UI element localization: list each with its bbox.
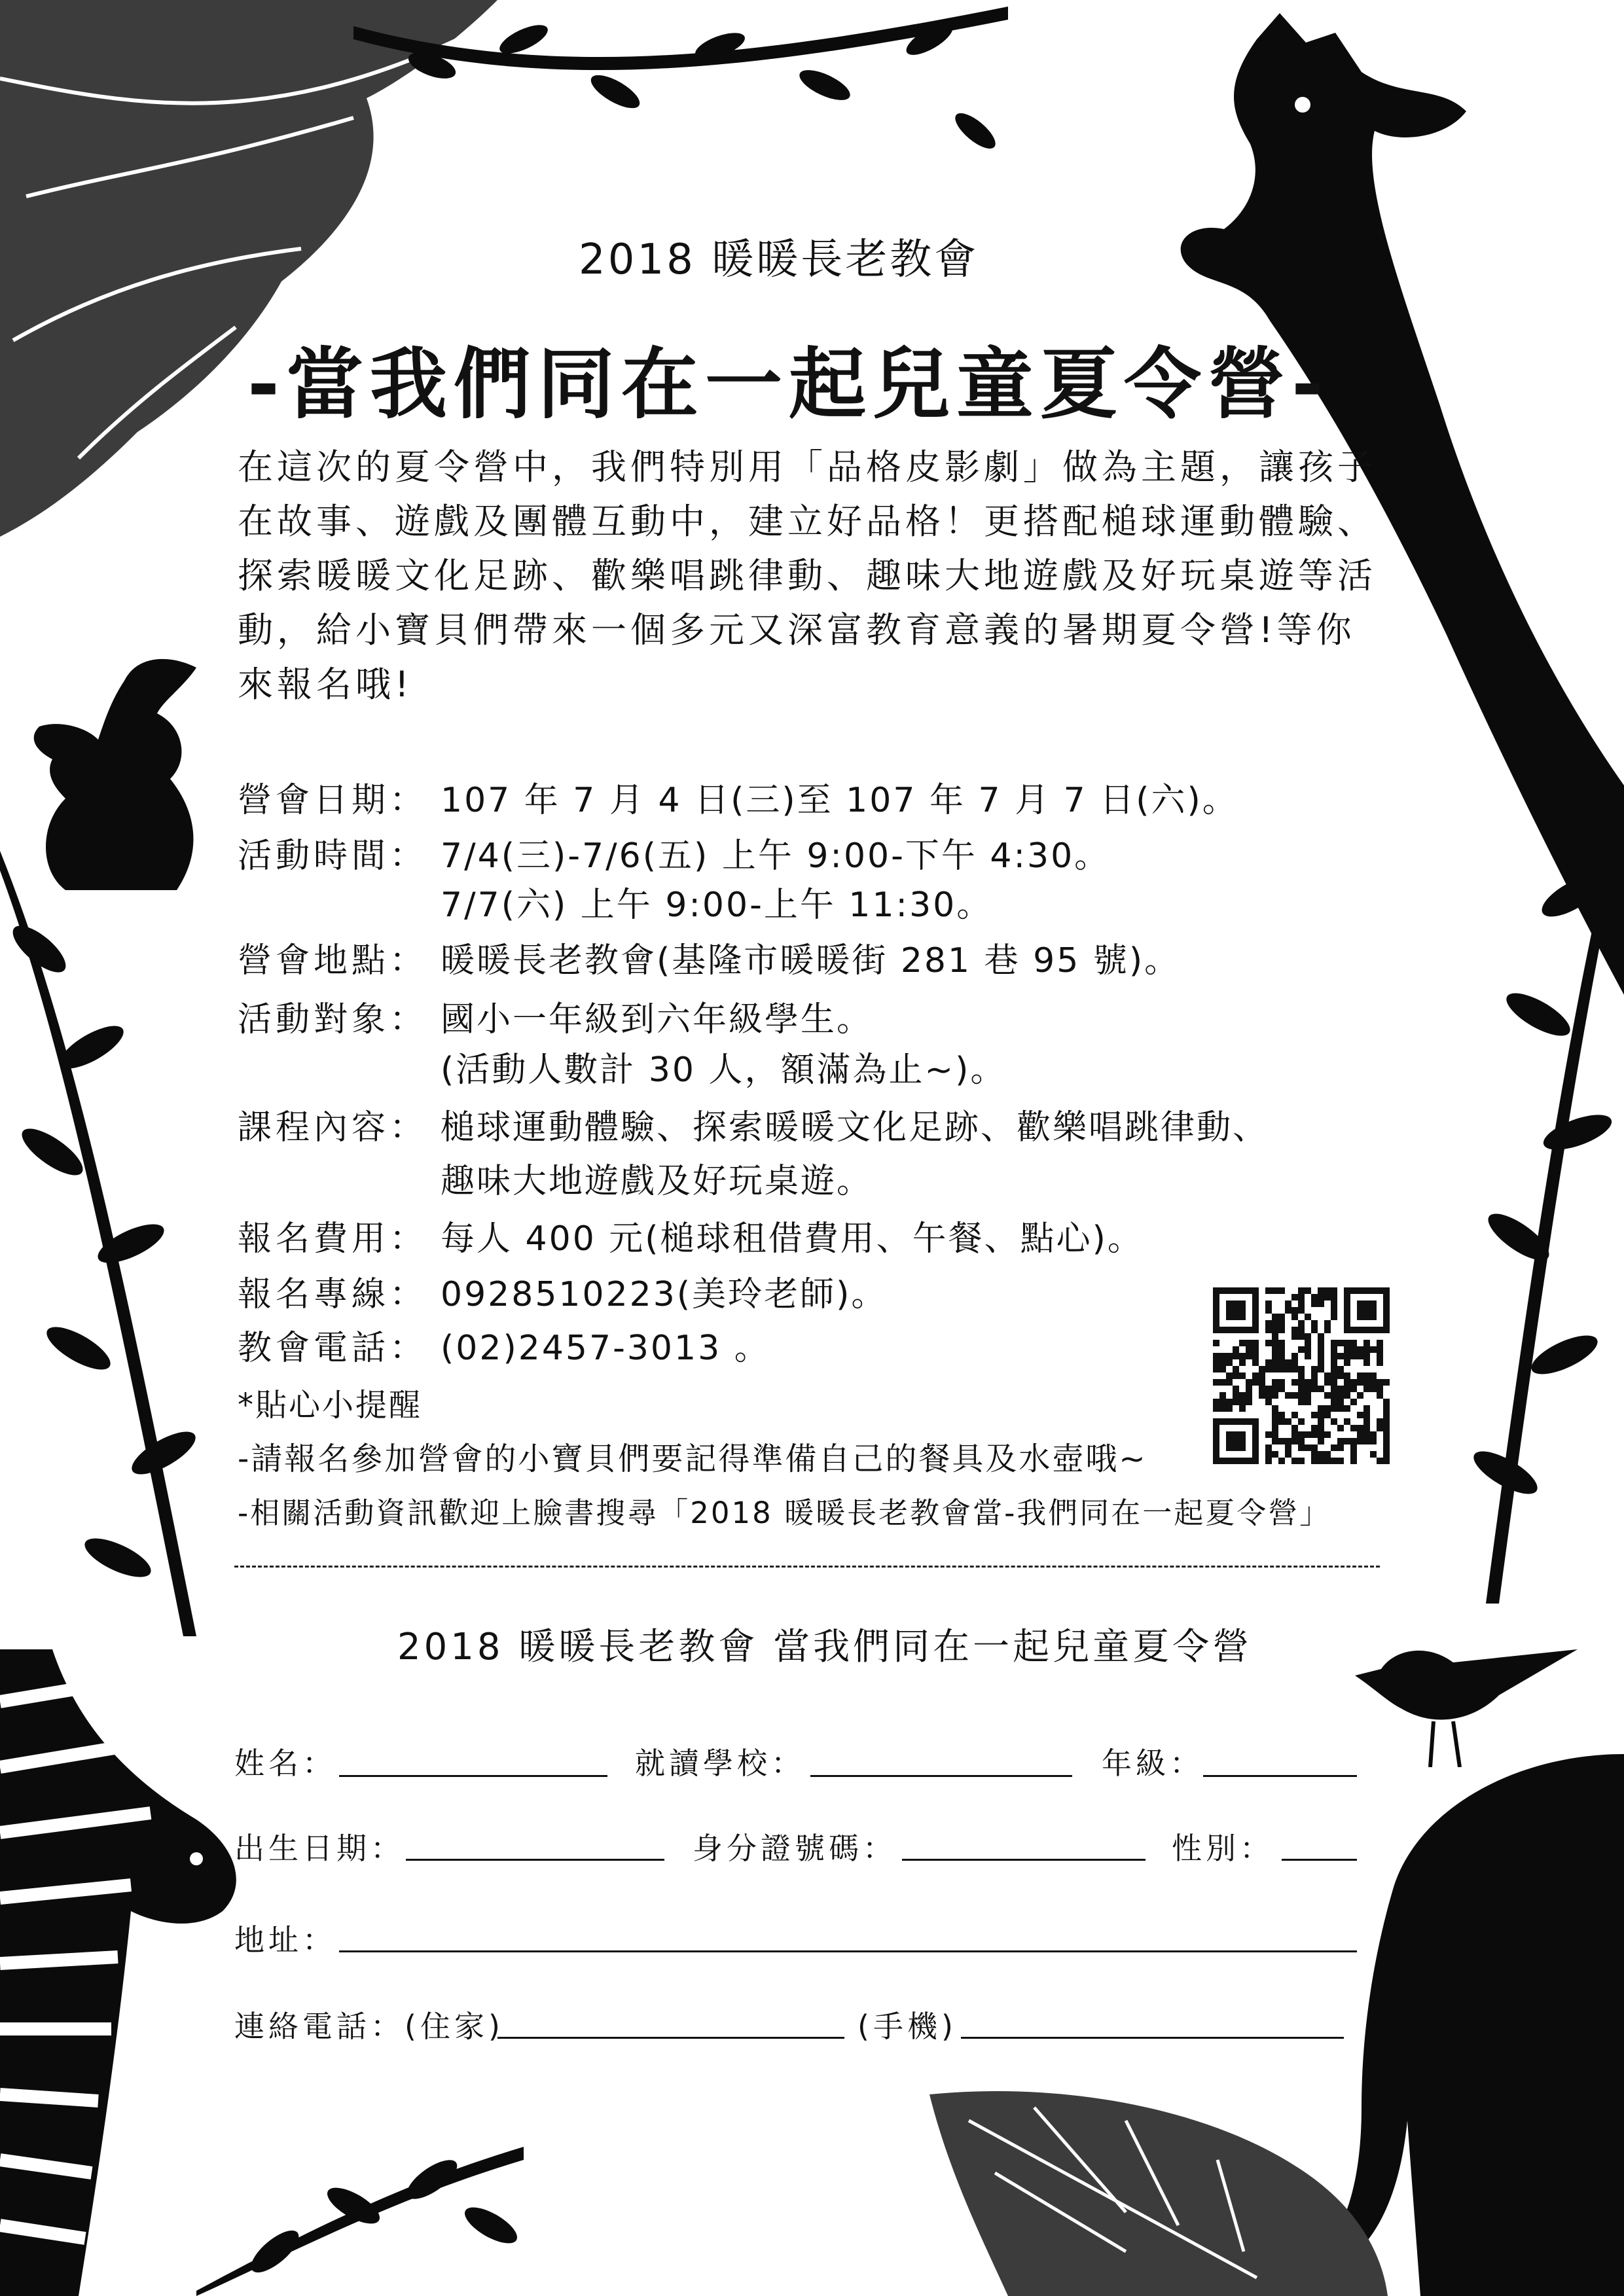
detail-phone — [238, 1320, 770, 1369]
detail-fee — [238, 1211, 1144, 1260]
time-value: 7/4(三)-7/6(五) 上午 9:00-下午 4:30。 — [441, 836, 1111, 876]
target-label: 活動對象： — [238, 1000, 428, 1039]
birth-label: 出生日期： — [234, 1831, 405, 1866]
hotline-label: 報名專線： — [238, 1275, 428, 1314]
contact-label: 連絡電話：(住家) — [234, 2009, 504, 2044]
detail-course — [238, 1100, 1269, 1149]
bottom-left-branch-decoration — [196, 2121, 524, 2296]
mobile-phone-field[interactable] — [961, 2037, 1344, 2039]
id-field[interactable] — [902, 1859, 1146, 1861]
address-field[interactable] — [339, 1950, 1357, 1952]
phone-value: (02)2457-3013 。 — [441, 1329, 770, 1368]
time-value-2: 7/7(六) 上午 9:00-上午 11:30。 — [441, 886, 993, 925]
grade-field[interactable] — [1203, 1775, 1357, 1777]
detail-date — [238, 772, 1238, 821]
place-value: 暖暖長老教會(基隆市暖暖街 281 巷 95 號)。 — [441, 941, 1181, 980]
target-value: 國小一年級到六年級學生。 — [441, 1000, 873, 1039]
hotline-value: 0928510223(美玲老師)。 — [441, 1275, 888, 1314]
tips-heading: *貼心小提醒 — [238, 1387, 423, 1424]
gender-field[interactable] — [1282, 1859, 1357, 1861]
qr-code-icon[interactable] — [1213, 1287, 1390, 1464]
cut-line-divider — [234, 1566, 1380, 1568]
detail-place — [238, 933, 1180, 982]
target-value-2: (活動人數計 30 人，額滿為止~)。 — [441, 1050, 1007, 1090]
phone-label: 教會電話： — [238, 1329, 428, 1368]
name-field[interactable] — [339, 1775, 607, 1777]
home-phone-field[interactable] — [497, 2037, 844, 2039]
page-title: -當我們同在一起兒童夏令營- — [247, 339, 1330, 429]
right-branch-decoration — [1407, 818, 1624, 1604]
gender-label: 性別： — [1172, 1831, 1274, 1866]
fee-label: 報名費用： — [238, 1219, 428, 1259]
left-branch-decoration — [0, 851, 249, 1636]
school-field[interactable] — [810, 1775, 1072, 1777]
name-label: 姓名： — [234, 1746, 336, 1781]
date-label: 營會日期： — [238, 781, 428, 820]
grade-label: 年級： — [1102, 1746, 1204, 1781]
detail-time — [238, 828, 1110, 877]
bird-silhouette — [1355, 1636, 1578, 1767]
birth-field[interactable] — [406, 1859, 664, 1861]
course-value: 槌球運動體驗、探索暖暖文化足跡、歡樂唱跳律動、 — [441, 1108, 1269, 1147]
organization-line: 2018 暖暖長老教會 — [579, 236, 979, 284]
tip-item: -相關活動資訊歡迎上臉書搜尋「2018 暖暖長老教會當-我們同在一起夏令營」 — [238, 1496, 1331, 1530]
address-label: 地址： — [234, 1922, 336, 1958]
date-value: 107 年 7 月 4 日(三)至 107 年 7 月 7 日(六)。 — [441, 781, 1238, 820]
mobile-label: (手機) — [857, 2009, 957, 2044]
place-label: 營會地點： — [238, 941, 428, 980]
course-label: 課程內容： — [238, 1108, 428, 1147]
school-label: 就讀學校： — [635, 1746, 805, 1781]
detail-target — [238, 992, 873, 1041]
id-label: 身分證號碼： — [693, 1831, 897, 1866]
tip-item: -請報名參加營會的小寶貝們要記得準備自己的餐具及水壺哦~ — [238, 1441, 1147, 1477]
form-title: 2018 暖暖長老教會 當我們同在一起兒童夏令營 — [397, 1626, 1253, 1668]
intro-paragraph: 在這次的夏令營中，我們特別用「品格皮影劇」做為主題，讓孩子在故事、遊戲及團體互動中，建立好品格！更搭配槌球運動體驗、探索暖暖文化足跡、歡樂唱跳律動、趣味大地遊戲及好玩桌遊等活動，給小寶貝們帶來一個多元又深富教育意義的暑期夏令營!等你來報名哦! — [238, 446, 1377, 705]
fee-value: 每人 400 元(槌球租借費用、午餐、點心)。 — [441, 1219, 1144, 1259]
course-value-2: 趣味大地遊戲及好玩桌遊。 — [441, 1162, 873, 1201]
top-branch-decoration — [353, 0, 1008, 170]
bottom-leaf-decoration — [929, 2081, 1388, 2296]
detail-hotline — [238, 1266, 887, 1316]
time-label: 活動時間： — [238, 836, 428, 876]
